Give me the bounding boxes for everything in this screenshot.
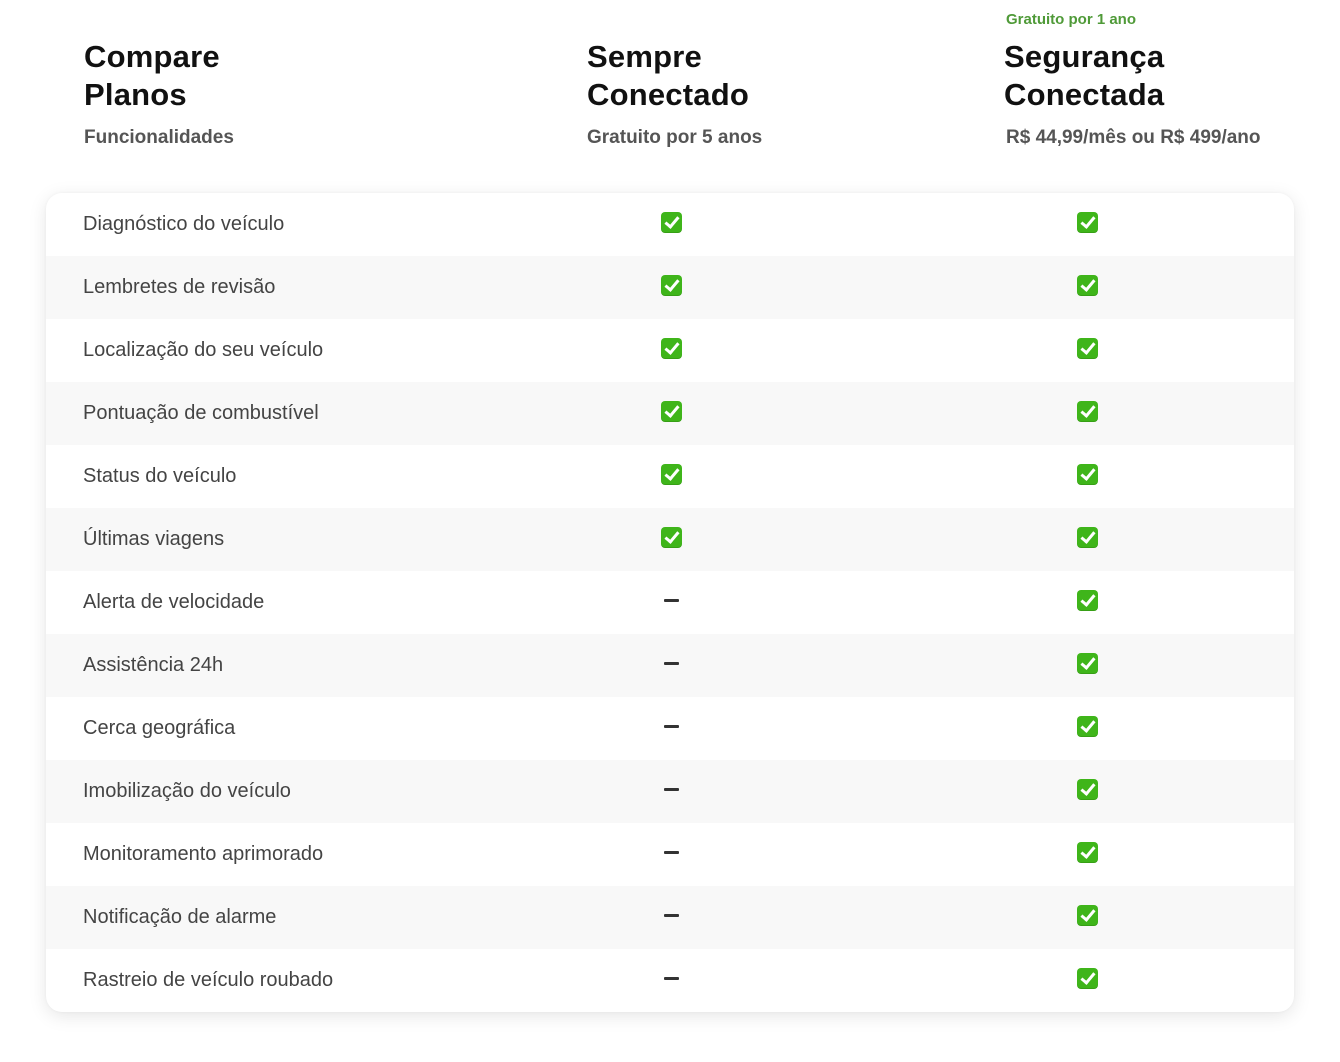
plan1-cell — [651, 884, 691, 947]
plan2-promo-label: Gratuito por 1 ano — [1006, 11, 1137, 28]
feature-label: Lembretes de revisão — [83, 276, 276, 298]
feature-label: Pontuação de combustível — [83, 402, 319, 424]
plan2-cell — [1067, 821, 1107, 884]
plan2-title — [1004, 38, 1261, 114]
plan2-cell — [1067, 695, 1107, 758]
table-row — [46, 760, 1294, 823]
feature-label: Alerta de velocidade — [83, 591, 265, 613]
table-row — [46, 445, 1294, 508]
check-icon — [661, 338, 682, 359]
plan1-cell — [651, 821, 691, 884]
plan1-cell — [651, 193, 691, 254]
feature-label: Imobilização do veículo — [83, 780, 291, 802]
check-icon — [661, 464, 682, 485]
check-icon — [1077, 401, 1098, 422]
feature-label: Monitoramento aprimorado — [83, 843, 324, 865]
plan2-cell — [1067, 506, 1107, 569]
table-row — [46, 886, 1294, 949]
plan2-cell — [1067, 254, 1107, 317]
check-icon — [1077, 779, 1098, 800]
check-icon — [661, 212, 682, 233]
feature-label: Diagnóstico do veículo — [83, 213, 285, 235]
check-icon — [1077, 842, 1098, 863]
plan1-cell — [651, 317, 691, 380]
feature-label: Notificação de alarme — [83, 906, 277, 928]
table-row — [46, 949, 1294, 1012]
table-row — [46, 571, 1294, 634]
check-icon — [1077, 968, 1098, 989]
compare-title-line2: Planos — [84, 77, 187, 112]
dash-icon — [664, 662, 679, 665]
features-subtitle: Funcionalidades — [84, 127, 234, 148]
plan2-cell — [1067, 632, 1107, 695]
check-icon — [1077, 338, 1098, 359]
plan1-cell — [651, 443, 691, 506]
plan1-cell — [651, 758, 691, 821]
check-icon — [1077, 464, 1098, 485]
compare-title-line1: Compare — [84, 39, 220, 74]
check-icon — [1077, 212, 1098, 233]
plan2-price: R$ 44,99/mês ou R$ 499/ano — [1006, 127, 1261, 148]
feature-label: Cerca geográfica — [83, 717, 236, 739]
plan2-cell — [1067, 569, 1107, 632]
plan1-cell — [651, 380, 691, 443]
plan2-cell — [1067, 443, 1107, 506]
dash-icon — [664, 788, 679, 791]
plan1-title — [587, 38, 762, 114]
check-icon — [1077, 275, 1098, 296]
plan2-header — [1004, 38, 1261, 150]
compare-title — [84, 38, 234, 114]
plan1-cell — [651, 254, 691, 317]
dash-icon — [664, 599, 679, 602]
check-icon — [661, 275, 682, 296]
table-row — [46, 193, 1294, 256]
plan2-title-line1: Segurança — [1004, 39, 1165, 74]
plan1-cell — [651, 569, 691, 632]
feature-label: Assistência 24h — [83, 654, 224, 676]
plan2-cell — [1067, 884, 1107, 947]
plan2-cell — [1067, 758, 1107, 821]
features-header — [84, 38, 234, 150]
table-row — [46, 256, 1294, 319]
plan2-cell — [1067, 317, 1107, 380]
check-icon — [661, 401, 682, 422]
table-row — [46, 823, 1294, 886]
comparison-table — [46, 193, 1294, 1012]
feature-label: Localização do seu veículo — [83, 339, 324, 361]
check-icon — [1077, 905, 1098, 926]
plan1-cell — [651, 695, 691, 758]
check-icon — [661, 527, 682, 548]
check-icon — [1077, 590, 1098, 611]
plan1-title-line1: Sempre — [587, 39, 702, 74]
plan2-cell — [1067, 193, 1107, 254]
table-row — [46, 382, 1294, 445]
dash-icon — [664, 977, 679, 980]
plan1-title-line2: Conectado — [587, 77, 749, 112]
feature-label: Últimas viagens — [83, 528, 225, 550]
dash-icon — [664, 851, 679, 854]
plan2-cell — [1067, 380, 1107, 443]
table-row — [46, 319, 1294, 382]
feature-label: Rastreio de veículo roubado — [83, 969, 334, 991]
feature-label: Status do veículo — [83, 465, 237, 487]
table-row — [46, 697, 1294, 760]
dash-icon — [664, 725, 679, 728]
check-icon — [1077, 527, 1098, 548]
plan1-subtitle: Gratuito por 5 anos — [587, 127, 763, 148]
table-row — [46, 634, 1294, 697]
plan2-title-line2: Conectada — [1004, 77, 1165, 112]
plan1-cell — [651, 506, 691, 569]
check-icon — [1077, 653, 1098, 674]
plan1-header — [587, 38, 762, 150]
plan1-cell — [651, 632, 691, 695]
table-row — [46, 508, 1294, 571]
plan2-cell — [1067, 947, 1107, 1010]
plan1-cell — [651, 947, 691, 1010]
dash-icon — [664, 914, 679, 917]
check-icon — [1077, 716, 1098, 737]
